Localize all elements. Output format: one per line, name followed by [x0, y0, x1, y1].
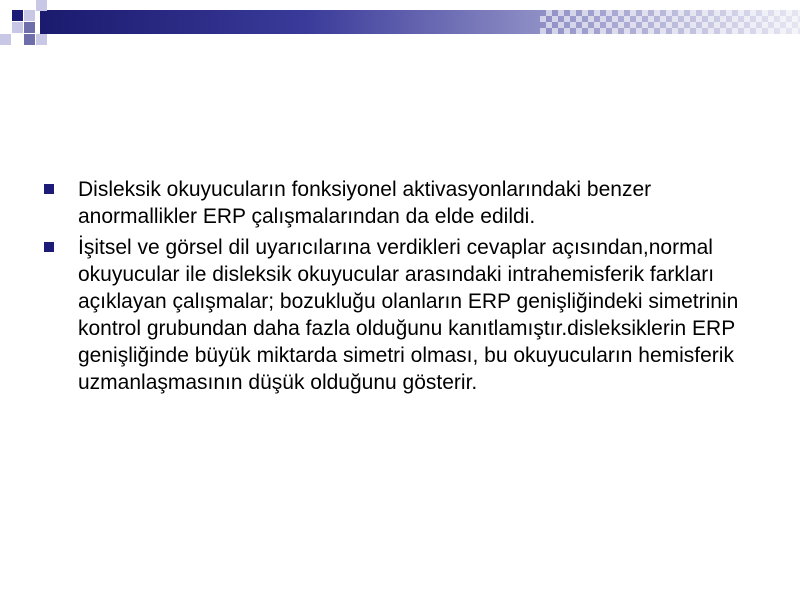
header-checker-pattern [540, 10, 800, 34]
bullet-text: İşitsel ve görsel dil uyarıcılarına verdikleri cevaplar açısından,normal okuyucular ile disleksik okuyucular arasındaki intrahemisferik farkları açıklayan çalışmalar; bozukluğu olanların ERP genişliğindeki simetrinin kontrol grubundan daha fazla olduğunu kanıtlamıştır.disleksiklerin ERP genişliğinde büyük miktarda simetri olması, bu okuyucuların hemisferik uzmanlaşmasının düşük olduğunu gösterir. [78, 236, 739, 394]
corner-square-icon [36, 34, 47, 45]
list-item [44, 234, 764, 396]
corner-square-icon [24, 10, 35, 21]
square-bullet-icon [44, 242, 54, 252]
corner-square-icon [0, 34, 11, 45]
bullet-text: Disleksik okuyucuların fonksiyonel aktivasyonlarındaki benzer anormallikler ERP çalışmalarından da elde edildi. [78, 178, 652, 228]
corner-square-icon [24, 34, 35, 45]
corner-square-icon [24, 22, 35, 33]
bullet-list [44, 176, 764, 400]
square-bullet-icon [44, 184, 54, 194]
corner-square-icon [12, 10, 23, 21]
corner-square-icon [12, 22, 23, 33]
list-item [44, 176, 764, 230]
corner-square-icon [36, 0, 47, 11]
